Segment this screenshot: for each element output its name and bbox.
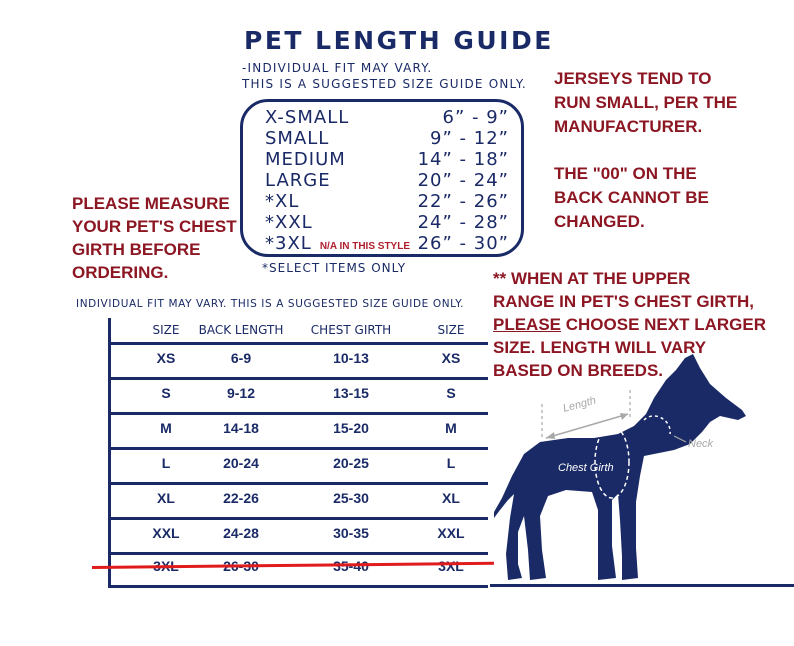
- note-line: PLEASE MEASURE: [72, 194, 230, 213]
- cell-chest-girth: 25-30: [333, 490, 369, 506]
- cell-chest-girth: 30-35: [333, 525, 369, 541]
- number-note: [554, 162, 709, 234]
- note-line: CHANGED.: [554, 212, 645, 231]
- table-row: [111, 377, 488, 406]
- note-line: YOUR PET'S CHEST: [72, 217, 237, 236]
- table-row: [111, 517, 488, 546]
- select-items-note: *SELECT ITEMS ONLY: [262, 261, 407, 275]
- table-row: [111, 412, 488, 441]
- table-row-struck: [111, 552, 488, 585]
- cell-size-right: S: [446, 385, 456, 401]
- guide-row: [265, 170, 513, 191]
- note-line: GIRTH BEFORE: [72, 240, 201, 259]
- cell-size-right: XXL: [437, 525, 465, 541]
- length-label: Length: [561, 394, 598, 415]
- guide-size: SMALL: [265, 128, 330, 149]
- cell-size: M: [160, 420, 172, 436]
- guide-size: *3XL: [265, 233, 312, 254]
- cell-size-right: M: [445, 420, 457, 436]
- cell-back-length: 20-24: [223, 455, 259, 471]
- cell-back-length: 24-28: [223, 525, 259, 541]
- cell-size: XS: [156, 350, 176, 366]
- guide-range: 9” - 12”: [430, 128, 509, 149]
- table-row: [111, 447, 488, 476]
- header-size-right: SIZE: [437, 323, 465, 337]
- table-row: [111, 482, 488, 511]
- guide-range: 14” - 18”: [417, 149, 509, 170]
- cell-size-right: 3XL: [438, 558, 464, 574]
- header-back-length: BACK LENGTH: [198, 323, 284, 337]
- cell-size: XXL: [152, 525, 180, 541]
- guide-row: [265, 212, 513, 233]
- guide-note: THIS IS A SUGGESTED SIZE GUIDE ONLY.: [242, 77, 527, 91]
- cell-size-right: XS: [441, 350, 461, 366]
- cell-chest-girth: 10-13: [333, 350, 369, 366]
- guide-size: MEDIUM: [265, 149, 346, 170]
- cell-chest-girth: 20-25: [333, 455, 369, 471]
- note-line: JERSEYS TEND TO: [554, 69, 712, 88]
- note-line: RUN SMALL, PER THE: [554, 93, 738, 112]
- note-line: ORDERING.: [72, 263, 169, 282]
- note-line: [493, 313, 766, 336]
- note-line: ** WHEN AT THE UPPER: [493, 269, 691, 288]
- table-header: [111, 318, 488, 342]
- neck-label: Neck: [688, 438, 714, 450]
- note-line: BACK CANNOT BE: [554, 188, 709, 207]
- measure-note: [72, 192, 237, 284]
- table-row: [111, 342, 488, 371]
- guide-range: 20” - 24”: [417, 170, 509, 191]
- guide-row: [265, 128, 513, 149]
- cell-size: XL: [157, 490, 175, 506]
- guide-size: LARGE: [265, 170, 331, 191]
- dog-silhouette: [494, 354, 746, 580]
- length-guide-box: [240, 99, 524, 257]
- guide-row: [265, 107, 513, 128]
- cell-chest-girth: 13-15: [333, 385, 369, 401]
- size-table: [108, 318, 488, 588]
- page-title: PET LENGTH GUIDE: [244, 26, 554, 55]
- cell-back-length: 14-18: [223, 420, 259, 436]
- length-arrowhead-left: [546, 432, 555, 439]
- length-arrowhead-right: [620, 413, 628, 420]
- guide-row: [265, 149, 513, 170]
- guide-size: *XXL: [265, 212, 313, 233]
- availability-note: N/A IN THIS STYLE: [319, 241, 411, 252]
- guide-range: 24” - 28”: [417, 212, 509, 233]
- note-line: MANUFACTURER.: [554, 117, 703, 136]
- cell-back-length: 22-26: [223, 490, 259, 506]
- header-size: SIZE: [152, 323, 180, 337]
- chest-girth-label: Chest Girth: [558, 462, 614, 474]
- guide-row: [265, 191, 513, 212]
- guide-range: 22” - 26”: [417, 191, 509, 212]
- guide-row: [265, 233, 513, 254]
- note-line: BASED ON BREEDS.: [493, 361, 664, 380]
- cell-size: L: [161, 455, 171, 471]
- header-chest-girth: CHEST GIRTH: [310, 323, 392, 337]
- cell-back-length: 6-9: [230, 350, 252, 366]
- cell-size-right: XL: [442, 490, 460, 506]
- cell-size: S: [161, 385, 171, 401]
- fit-note: -INDIVIDUAL FIT MAY VARY.: [242, 61, 433, 75]
- please-emphasis: PLEASE: [493, 315, 562, 334]
- cell-size-right: L: [446, 455, 456, 471]
- cell-back-length: 9-12: [226, 385, 256, 401]
- ground-line: [490, 584, 794, 587]
- guide-size: X-SMALL: [265, 107, 350, 128]
- note-line: THE "00" ON THE: [554, 164, 697, 183]
- note-line: SIZE. LENGTH WILL VARY: [493, 338, 707, 357]
- note-text: CHOOSE NEXT LARGER: [561, 315, 766, 334]
- guide-range: 26” - 30”: [417, 233, 509, 254]
- guide-size: *XL: [265, 191, 300, 212]
- table-disclaimer: INDIVIDUAL FIT MAY VARY. THIS IS A SUGGESTED SIZE GUIDE ONLY.: [76, 298, 465, 310]
- cell-chest-girth: 15-20: [333, 420, 369, 436]
- jersey-note: [554, 67, 737, 139]
- note-line: RANGE IN PET'S CHEST GIRTH,: [493, 292, 754, 311]
- dog-measurement-illustration: [494, 350, 794, 586]
- guide-range: 6” - 9”: [442, 107, 509, 128]
